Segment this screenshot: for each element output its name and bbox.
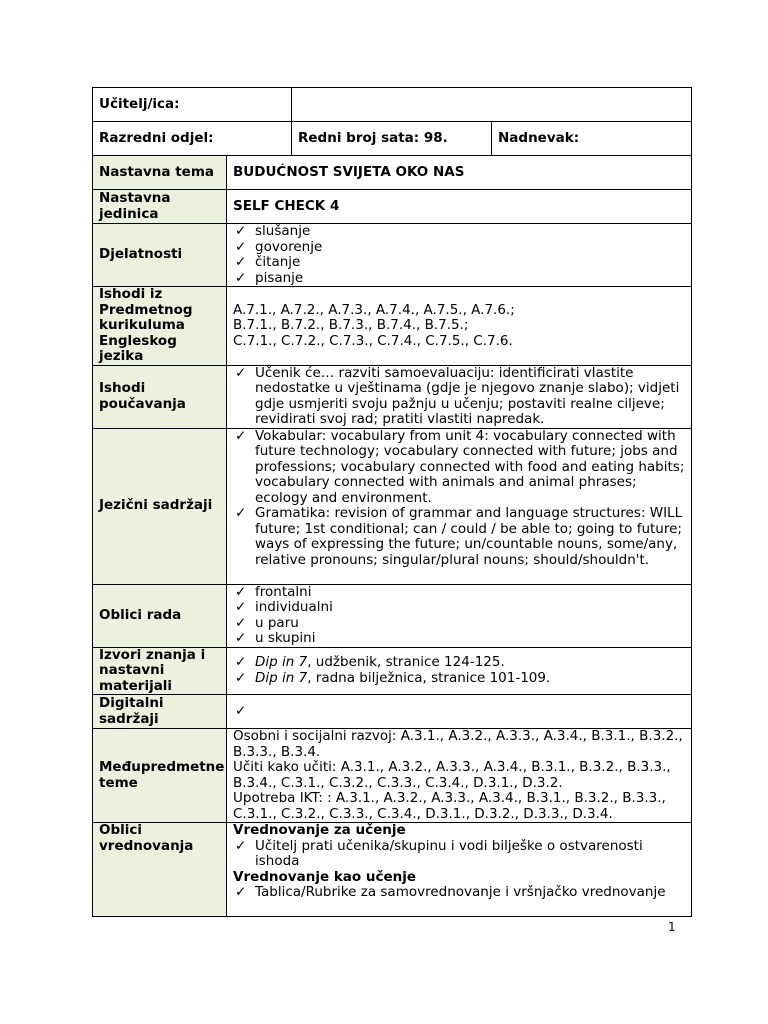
value-nastavna-tema: BUDUĆNOST SVIJETA OKO NAS [227,156,692,190]
medjupredmetne-line: Osobni i socijalni razvoj: A.3.1., A.3.2., A.3.3., A.3.4., B.3.1., B.3.2., B.3.3., B.3.4. [233,728,683,760]
vrednovanje-heading: Vrednovanje kao učenje [233,868,417,885]
check-icon: ✓ [235,702,247,719]
lesson-plan-table [92,155,692,917]
page-number: 1 [668,920,676,934]
list-item: ✓ individualni [233,600,685,616]
row-ishodi-kurikulum [93,287,692,366]
row-medjupredmetne [93,729,692,823]
label-vrednovanje: Oblici vrednovanja [93,823,227,917]
list-item: ✓ pisanje [233,271,685,287]
medjupredmetne-line: Upotreba IKT: : A.3.1., A.3.2., A.3.3., A.3.4., B.3.1., B.3.2., B.3.3., C.3.1., C.3.2., C.3.3., C.3.4., D.3.1., D.3.2., D.3.3., D.3.4. [233,790,666,822]
list-item: ✓ Dip in 7, radna bilježnica, stranice 101-109. [233,671,685,687]
row-jezicni-sadrzaji [93,428,692,584]
teacher-row [93,88,692,122]
list-item: ✓ čitanje [233,255,685,271]
label-ishodi-poucavanja: Ishodi poučavanja [93,365,227,428]
ishodi-line: B.7.1., B.7.2., B.7.3., B.7.4., B.7.5.; [233,317,469,333]
label-digitalni: Digitalni sadržaji [93,695,227,729]
medjupredmetne-line: Učiti kako učiti: A.3.1., A.3.2., A.3.3., A.3.4., B.3.1., B.3.2., B.3.3., B.3.4., C.3.1., C.3.2., C.3.3., C.3.4., D.3.1., D.3.2. [233,759,671,791]
label-izvori: Izvori znanja i nastavni materijali [93,647,227,695]
date-label: Nadnevak: [492,122,692,156]
list-item: ✓ Tablica/Rubrike za samovrednovanje i vršnjačko vrednovanje [233,885,685,901]
lesson-number-label: Redni broj sata: 98. [292,122,492,156]
list-item: ✓ Učenik će… razviti samoevaluaciju: identificirati vlastite nedostatke u vještinama (gdje je njegovo znanje slabo); vidjeti gdje usmjeriti svoju pažnju u učenju; postaviti realne ciljeve; revidirati svoj rad; pratiti vlastiti napredak. [233,366,685,428]
label-nastavna-jedinica: Nastavna jedinica [93,190,227,224]
djelatnosti-list [233,224,685,286]
label-ishodi-kurikulum: Ishodi iz Predmetnog kurikuluma Engleskog jezika [93,287,227,366]
row-digitalni [93,695,692,729]
label-nastavna-tema: Nastavna tema [93,156,227,190]
row-nastavna-jedinica [93,190,692,224]
label-medjupredmetne: Međupredmetne teme [93,729,227,823]
book-title: Dip in 7 [255,654,308,671]
label-jezicni-sadrzaji: Jezični sadržaji [93,428,227,584]
class-row [93,122,692,156]
row-oblici-rada [93,584,692,647]
list-item: ✓ Gramatika: revision of grammar and language structures: WILL future; 1st conditional; can / could / be able to; going to future; ways of expressing the future; un/countable nouns, some/any, relative pronouns; singular/plural nouns; should/shouldn't. [233,506,685,568]
label-oblici-rada: Oblici rada [93,584,227,647]
row-djelatnosti [93,224,692,287]
row-nastavna-tema [93,156,692,190]
value-nastavna-jedinica: SELF CHECK 4 [227,190,692,224]
list-item: ✓ u paru [233,616,685,632]
vrednovanje-heading: Vrednovanje za učenje [233,822,406,838]
class-label: Razredni odjel: [93,122,292,156]
list-item: ✓ govorenje [233,240,685,256]
book-title: Dip in 7 [255,669,308,686]
header-table [92,87,692,156]
row-vrednovanje [93,823,692,917]
list-item: ✓ slušanje [233,224,685,240]
row-ishodi-poucavanja [93,365,692,428]
teacher-label: Učitelj/ica: [93,88,292,122]
ishodi-line: C.7.1., C.7.2., C.7.3., C.7.4., C.7.5., C.7.6. [233,332,513,349]
list-item: ✓ Vokabular: vocabulary from unit 4: vocabulary connected with future technology; vocabulary connected with future; jobs and professions; vocabulary connected with food and eating habits; vocabulary connected with animals and animal phrases; ecology and environment. [233,429,685,507]
row-izvori [93,647,692,695]
list-item: ✓ u skupini [233,631,685,647]
list-item: ✓ Učitelj prati učenika/skupinu i vodi bilješke o ostvarenosti ishoda [233,839,685,870]
ishodi-line: A.7.1., A.7.2., A.7.3., A.7.4., A.7.5., A.7.6.; [233,301,515,318]
list-item: ✓ frontalni [233,585,685,601]
list-item: ✓ Dip in 7, udžbenik, stranice 124-125. [233,655,685,671]
label-djelatnosti: Djelatnosti [93,224,227,287]
teacher-value [292,88,692,122]
